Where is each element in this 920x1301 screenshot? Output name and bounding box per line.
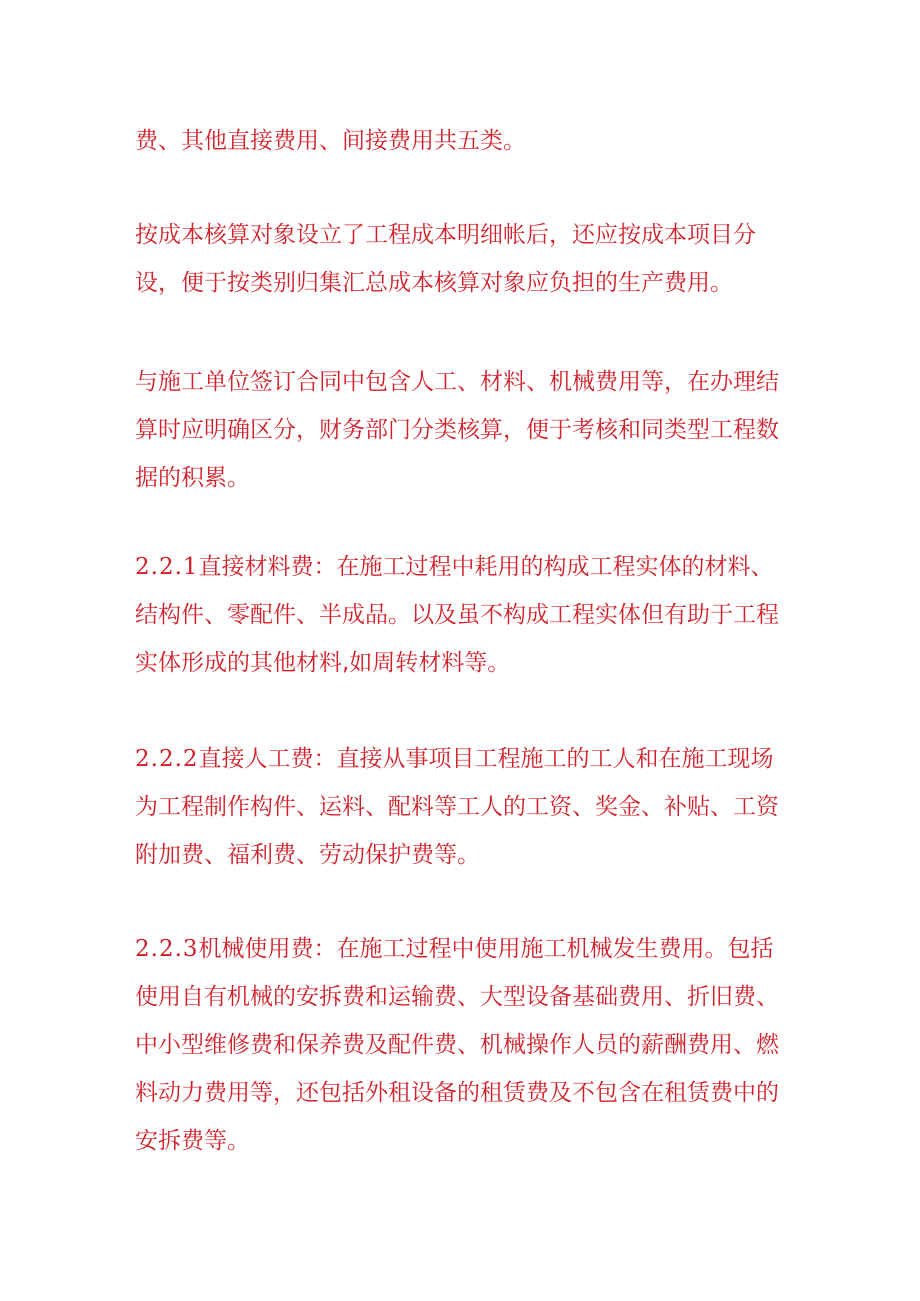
section-2-2-2-direct-labor (135, 735, 795, 879)
text-line: 直接人工费：直接从事项目工程施工的工人和在施工现场 (198, 746, 774, 772)
text-line: 与施工单位签订合同中包含人工、材料、机械费用等，在办理结 (135, 369, 779, 395)
text-line: 设，便于按类别归集汇总成本核算对象应负担的生产费用。 (135, 270, 733, 296)
text-line: 按成本核算对象设立了工程成本明细帐后，还应按成本项目分 (135, 222, 756, 248)
text-line: 附加费、福利费、劳动保护费等。 (135, 842, 480, 868)
text-line: 为工程制作构件、运料、配料等工人的工资、奖金、补贴、工资 (135, 794, 779, 820)
text-line: 据的积累。 (135, 465, 250, 491)
section-2-2-3-machinery (135, 925, 795, 1165)
text-line: 使用自有机械的安拆费和运输费、大型设备基础费用、折旧费、 (135, 984, 779, 1010)
text-line: 机械使用费：在施工过程中使用施工机械发生费用。包括 (198, 936, 774, 962)
text-line: 结构件、零配件、半成品。以及虽不构成工程实体但有助于工程 (135, 602, 779, 628)
section-2-2-1-direct-material (135, 543, 795, 687)
paragraph-cost-ledger (135, 211, 795, 307)
text-line: 安拆费等。 (135, 1128, 250, 1154)
text-line: 费、其他直接费用、间接费用共五类。 (135, 128, 526, 154)
text-line: 料动力费用等，还包括外租设备的租赁费及不包含在租赁费中的 (135, 1080, 779, 1106)
text-line: 直接材料费：在施工过程中耗用的构成工程实体的材料、 (198, 554, 774, 580)
section-number: 2.2.2 (135, 746, 199, 772)
text-line: 算时应明确区分，财务部门分类核算，便于考核和同类型工程数 (135, 417, 779, 443)
section-number: 2.2.1 (135, 554, 199, 580)
paragraph-contract-costs (135, 358, 795, 502)
text-line: 实体形成的其他材料,如周转材料等。 (135, 650, 511, 676)
section-number: 2.2.3 (135, 936, 199, 962)
text-line: 中小型维修费和保养费及配件费、机械操作人员的薪酬费用、燃 (135, 1032, 779, 1058)
paragraph-cost-categories (135, 117, 795, 165)
